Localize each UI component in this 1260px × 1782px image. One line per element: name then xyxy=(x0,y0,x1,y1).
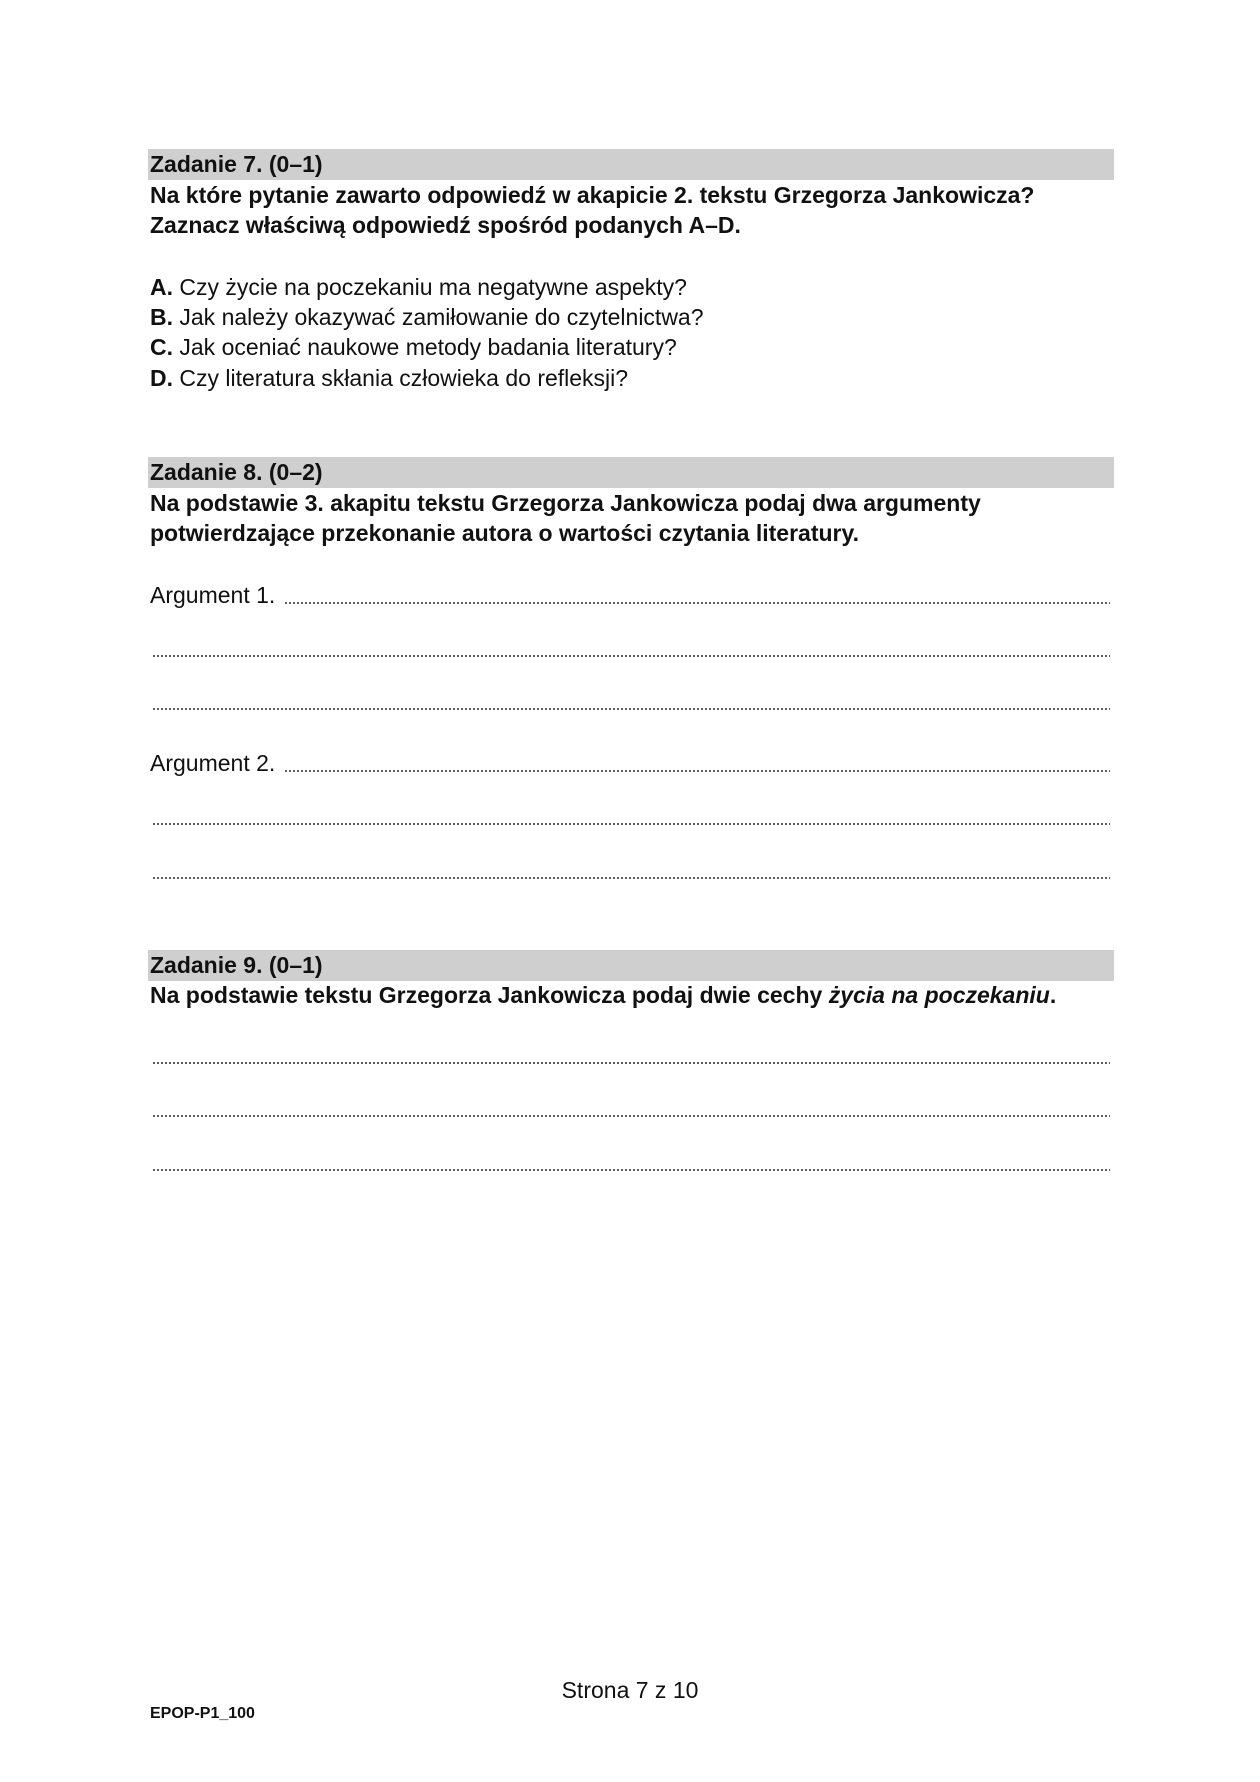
task7-option-b[interactable]: B. Jak należy okazywać zamiłowanie do czytelnictwa? xyxy=(150,304,704,330)
task7-question-line1: Na które pytanie zawarto odpowiedź w akapicie 2. tekstu Grzegorza Jankowicza? xyxy=(150,182,1035,208)
task8-question-line2: potwierdzające przekonanie autora o wartości czytania literatury. xyxy=(150,520,859,546)
task8-argument1-label: Argument 1. xyxy=(150,582,276,608)
task8-argument2-label: Argument 2. xyxy=(150,750,276,776)
task9-answer-line[interactable] xyxy=(152,1168,1110,1172)
task7-question-line2: Zaznacz właściwą odpowiedź spośród podanych A–D. xyxy=(150,212,741,238)
task9-question: Na podstawie tekstu Grzegorza Jankowicza podaj dwie cechy życia na poczekaniu. xyxy=(150,982,1057,1008)
task8-argument2-answer-line[interactable] xyxy=(152,876,1110,880)
task8-argument1-answer-line[interactable] xyxy=(152,707,1110,711)
task8-question-line1: Na podstawie 3. akapitu tekstu Grzegorza Jankowicza podaj dwa argumenty xyxy=(150,490,981,516)
task7-option-c[interactable]: C. Jak oceniać naukowe metody badania literatury? xyxy=(150,334,677,360)
exam-code: EPOP-P1_100 xyxy=(150,1705,255,1722)
task9-answer-line[interactable] xyxy=(152,1114,1110,1118)
page-number: Strona 7 z 10 xyxy=(561,1677,699,1703)
task7-option-d[interactable]: D. Czy literatura skłania człowieka do refleksji? xyxy=(150,365,629,391)
task7-option-a[interactable]: A. Czy życie na poczekaniu ma negatywne aspekty? xyxy=(150,274,687,300)
task8-argument2-answer-line[interactable] xyxy=(284,769,1110,773)
task7-header: Zadanie 7. (0–1) xyxy=(148,149,1114,180)
task8-argument2-answer-line[interactable] xyxy=(152,822,1110,826)
task9-header: Zadanie 9. (0–1) xyxy=(148,950,1114,981)
task9-answer-line[interactable] xyxy=(152,1061,1110,1065)
task8-argument1-answer-line[interactable] xyxy=(284,601,1110,605)
task8-argument1-answer-line[interactable] xyxy=(152,654,1110,658)
task8-header: Zadanie 8. (0–2) xyxy=(148,457,1114,488)
